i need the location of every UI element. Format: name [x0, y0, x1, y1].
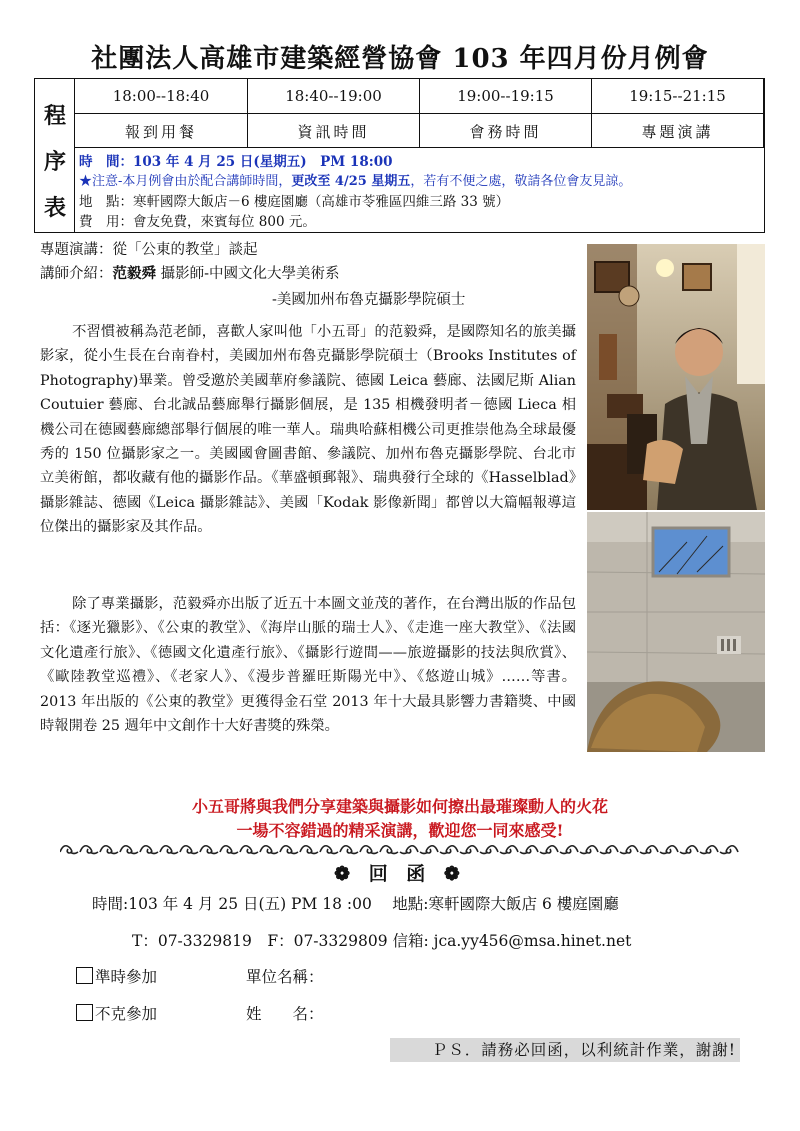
- schedule-info: [75, 147, 764, 232]
- schedule-column: [592, 79, 764, 147]
- swirl-ornament: [620, 846, 638, 854]
- schedule-time: 19:15--21:15: [629, 87, 726, 105]
- lecture-topic: 專題演講：從「公東的教堂」談起: [40, 242, 258, 258]
- notice-bold: 更改至 4/25 星期五: [291, 174, 411, 189]
- attend-checkbox[interactable]: [76, 967, 93, 984]
- swirl-ornament: [720, 846, 738, 854]
- swirl-ornament: [260, 846, 278, 854]
- swirl-ornament: [160, 846, 178, 854]
- highlight-line-2: 一場不容錯過的精采演講，歡迎您一同來感受!: [236, 821, 564, 840]
- swirl-ornament: [460, 846, 478, 854]
- swirl-ornament: [560, 846, 578, 854]
- swirl-ornament: [140, 846, 158, 854]
- bio-text: 除了專業攝影，范毅舜亦出版了近五十本圖文並茂的著作，在台灣出版的作品包括：《逐光獵影》、《公東的教堂》、《海岸山脈的瑞士人》、《走進一座大教堂》、《法國文化遺產行旅》、《德國文化遺產行旅》、《攝影行遊間——旅遊攝影的技法與欣賞》、《歐陸教堂巡禮》、《老家人》、《漫步普羅旺斯陽光中》、《悠遊山城》……等書。2013 年出版的《公東的教堂》更獲得金石堂 2013 年十大最具影響力書籍獎、中國時報開卷 25 週年中文創作十大好書獎的殊榮。: [40, 596, 576, 735]
- name-field[interactable]: 姓 名：: [246, 1005, 324, 1023]
- speaker-label: 講師介紹：: [40, 266, 113, 282]
- swirl-ornament: [480, 846, 498, 854]
- schedule-time: 18:40--19:00: [285, 87, 382, 105]
- swirl-ornament: [580, 846, 598, 854]
- swirl-ornament: [120, 846, 138, 854]
- building-photo: [587, 512, 765, 752]
- swirl-ornament: [340, 846, 358, 854]
- swirl-ornament: [400, 846, 418, 854]
- schedule-time: 18:00--18:40: [112, 87, 210, 105]
- schedule-time: 19:00--19:15: [457, 87, 554, 105]
- schedule-table: [34, 78, 765, 233]
- swirl-ornament: [440, 846, 458, 854]
- swirl-ornament: [220, 846, 238, 854]
- swirl-ornament: [520, 846, 538, 854]
- schedule-activity: 報到用餐: [124, 123, 197, 141]
- swirl-ornament: [640, 846, 658, 854]
- swirl-ornament: [700, 846, 718, 854]
- reply-contact: T：07-3329819 F：07-3329809 信箱: jca.yy456@msa.hinet.net: [132, 932, 632, 950]
- meeting-place: 地 點：寒軒國際大飯店－6 樓庭園廳（高雄市苓雅區四維三路 33 號）: [79, 194, 510, 210]
- unit-name-field[interactable]: 單位名稱：: [246, 968, 324, 986]
- schedule-activity: 資訊時間: [297, 123, 370, 141]
- speaker-intro: [40, 262, 340, 283]
- schedule-column: [248, 79, 420, 147]
- speaker-title: 攝影師-中國文化大學美術系: [156, 266, 340, 282]
- absent-checkbox[interactable]: [76, 1004, 93, 1021]
- reply-time-place: 時間:103 年 4 月 25 日(五) PM 18 :00 地點:寒軒國際大飯店 6 樓庭園廳: [92, 895, 619, 913]
- notice-pre: ★注意-本月例會由於配合講師時間，: [79, 174, 292, 189]
- swirl-ornament: [680, 846, 698, 854]
- swirl-ornament: [180, 846, 198, 854]
- swirl-ornament: [660, 846, 678, 854]
- swirl-ornament: [100, 846, 118, 854]
- decorative-divider: [60, 840, 740, 858]
- speaker-photo: [587, 244, 765, 510]
- swirl-ornament: [280, 846, 298, 854]
- swirl-ornament: [240, 846, 258, 854]
- attend-option[interactable]: [76, 965, 157, 987]
- swirl-ornament: [420, 846, 438, 854]
- schedule-column: [75, 79, 248, 147]
- speaker-name: 范毅舜: [112, 265, 156, 282]
- ps-note: ＰＳ．請務必回函，以利統計作業，謝謝!: [390, 1038, 740, 1062]
- highlight-line-1: 小五哥將與我們分享建築與攝影如何擦出最璀璨動人的火花: [191, 797, 608, 816]
- swirl-ornament: [360, 846, 378, 854]
- meeting-fee: 費 用：會友免費，來賓每位 800 元。: [79, 214, 316, 230]
- speaker-title-2: -美國加州布魯克攝影學院碩士: [272, 292, 466, 308]
- bio-paragraph: [40, 320, 576, 540]
- swirl-ornament: [320, 846, 338, 854]
- schedule-label: [35, 79, 75, 232]
- notice-line: [79, 170, 631, 189]
- swirl-ornament: [500, 846, 518, 854]
- attend-label: 準時參加: [95, 968, 158, 986]
- notice-post: ，若有不便之處，敬請各位會友見諒。: [410, 174, 632, 189]
- absent-option[interactable]: [76, 1002, 157, 1024]
- schedule-label-char: 表: [43, 195, 66, 221]
- bio-paragraph: [40, 592, 576, 738]
- meeting-time: 時 間：103 年 4 月 25 日(星期五) PM 18:00: [79, 154, 393, 170]
- schedule-label-char: 程: [43, 103, 66, 129]
- schedule-label-char: 序: [43, 149, 66, 175]
- swirl-ornament: [80, 846, 98, 854]
- schedule-column: [420, 79, 592, 147]
- absent-label: 不克參加: [95, 1005, 158, 1023]
- swirl-ornament: [600, 846, 618, 854]
- swirl-ornament: [380, 846, 398, 854]
- swirl-ornament: [60, 846, 78, 854]
- schedule-activity: 專題演講: [641, 123, 714, 141]
- swirl-ornament: [300, 846, 318, 854]
- swirl-ornament: [200, 846, 218, 854]
- reply-title: ❁ 回 函 ❁: [334, 863, 466, 885]
- swirl-ornament: [540, 846, 558, 854]
- bio-text: 不習慣被稱為范老師，喜歡人家叫他「小五哥」的范毅舜，是國際知名的旅美攝影家，從小生長在台南眷村，美國加州布魯克攝影學院碩士（Brooks Institutes of Photography)畢業。曾受邀於美國華府參議院、德國 Leica 藝廊、法國尼斯 Alian Coutuier 藝廊、台北誠品藝廊舉行攝影個展，是 135 相機發明者－德國 Lieca 相機公司在德國藝廊總部舉行個展的唯一華人。瑞典哈蘇相機公司更推崇他為全球最優秀的 150 位攝影家之一。美國國會圖書館、參議院、加州布魯克攝影學院、台北市立美術館，都收藏有他的攝影作品。《華盛頓郵報》、瑞典發行全球的《Hasselblad》攝影雜誌、德國《Leica 攝影雜誌》、美國「Kodak 影像新聞」都曾以大篇幅報導這位傑出的攝影家及其作品。: [40, 324, 576, 536]
- schedule-activity: 會務時間: [469, 123, 542, 141]
- page-title: 社團法人高雄市建築經營協會 103 年四月份月例會: [91, 44, 709, 74]
